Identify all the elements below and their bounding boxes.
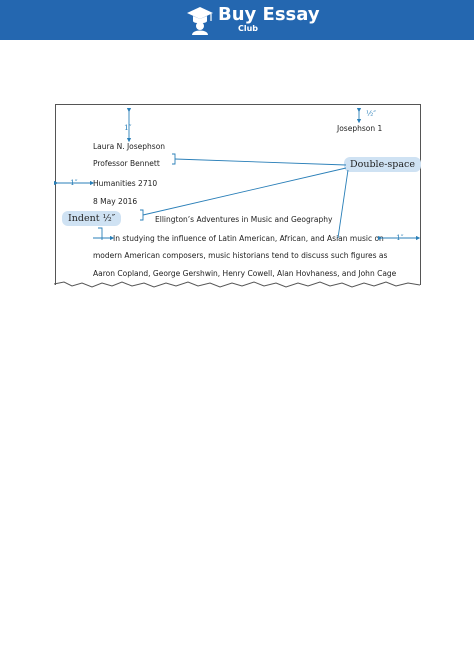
site-header <box>0 0 474 40</box>
torn-edge <box>54 280 420 292</box>
double-space-callout: Double-space <box>344 157 421 172</box>
top-margin-one-label: 1″ <box>124 123 132 132</box>
heading-course: Humanities 2710 <box>93 179 158 188</box>
left-margin-label: 1″ <box>70 178 78 187</box>
body-line-3: Aaron Copland, George Gershwin, Henry Cowell, Alan Hovhaness, and John Cage <box>93 269 397 278</box>
brand-title[interactable]: Buy Essay <box>218 4 320 25</box>
top-margin-half-label: ½″ <box>366 109 377 118</box>
heading-instructor: Professor Bennett <box>93 159 160 168</box>
paper-title: Ellington’s Adventures in Music and Geography <box>155 215 333 224</box>
body-line-1: In studying the influence of Latin American, African, and Asian music on <box>113 234 384 243</box>
graduation-cap-icon <box>186 5 214 35</box>
heading-author: Laura N. Josephson <box>93 142 166 151</box>
brand-subtitle: Club <box>238 24 259 33</box>
indent-callout: Indent ½″ <box>62 211 121 226</box>
heading-date: 8 May 2016 <box>93 197 138 206</box>
right-margin-label: 1″ <box>396 233 404 242</box>
body-line-2: modern American composers, music historians tend to discuss such figures as <box>93 251 388 260</box>
running-head: Josephson 1 <box>337 124 383 133</box>
